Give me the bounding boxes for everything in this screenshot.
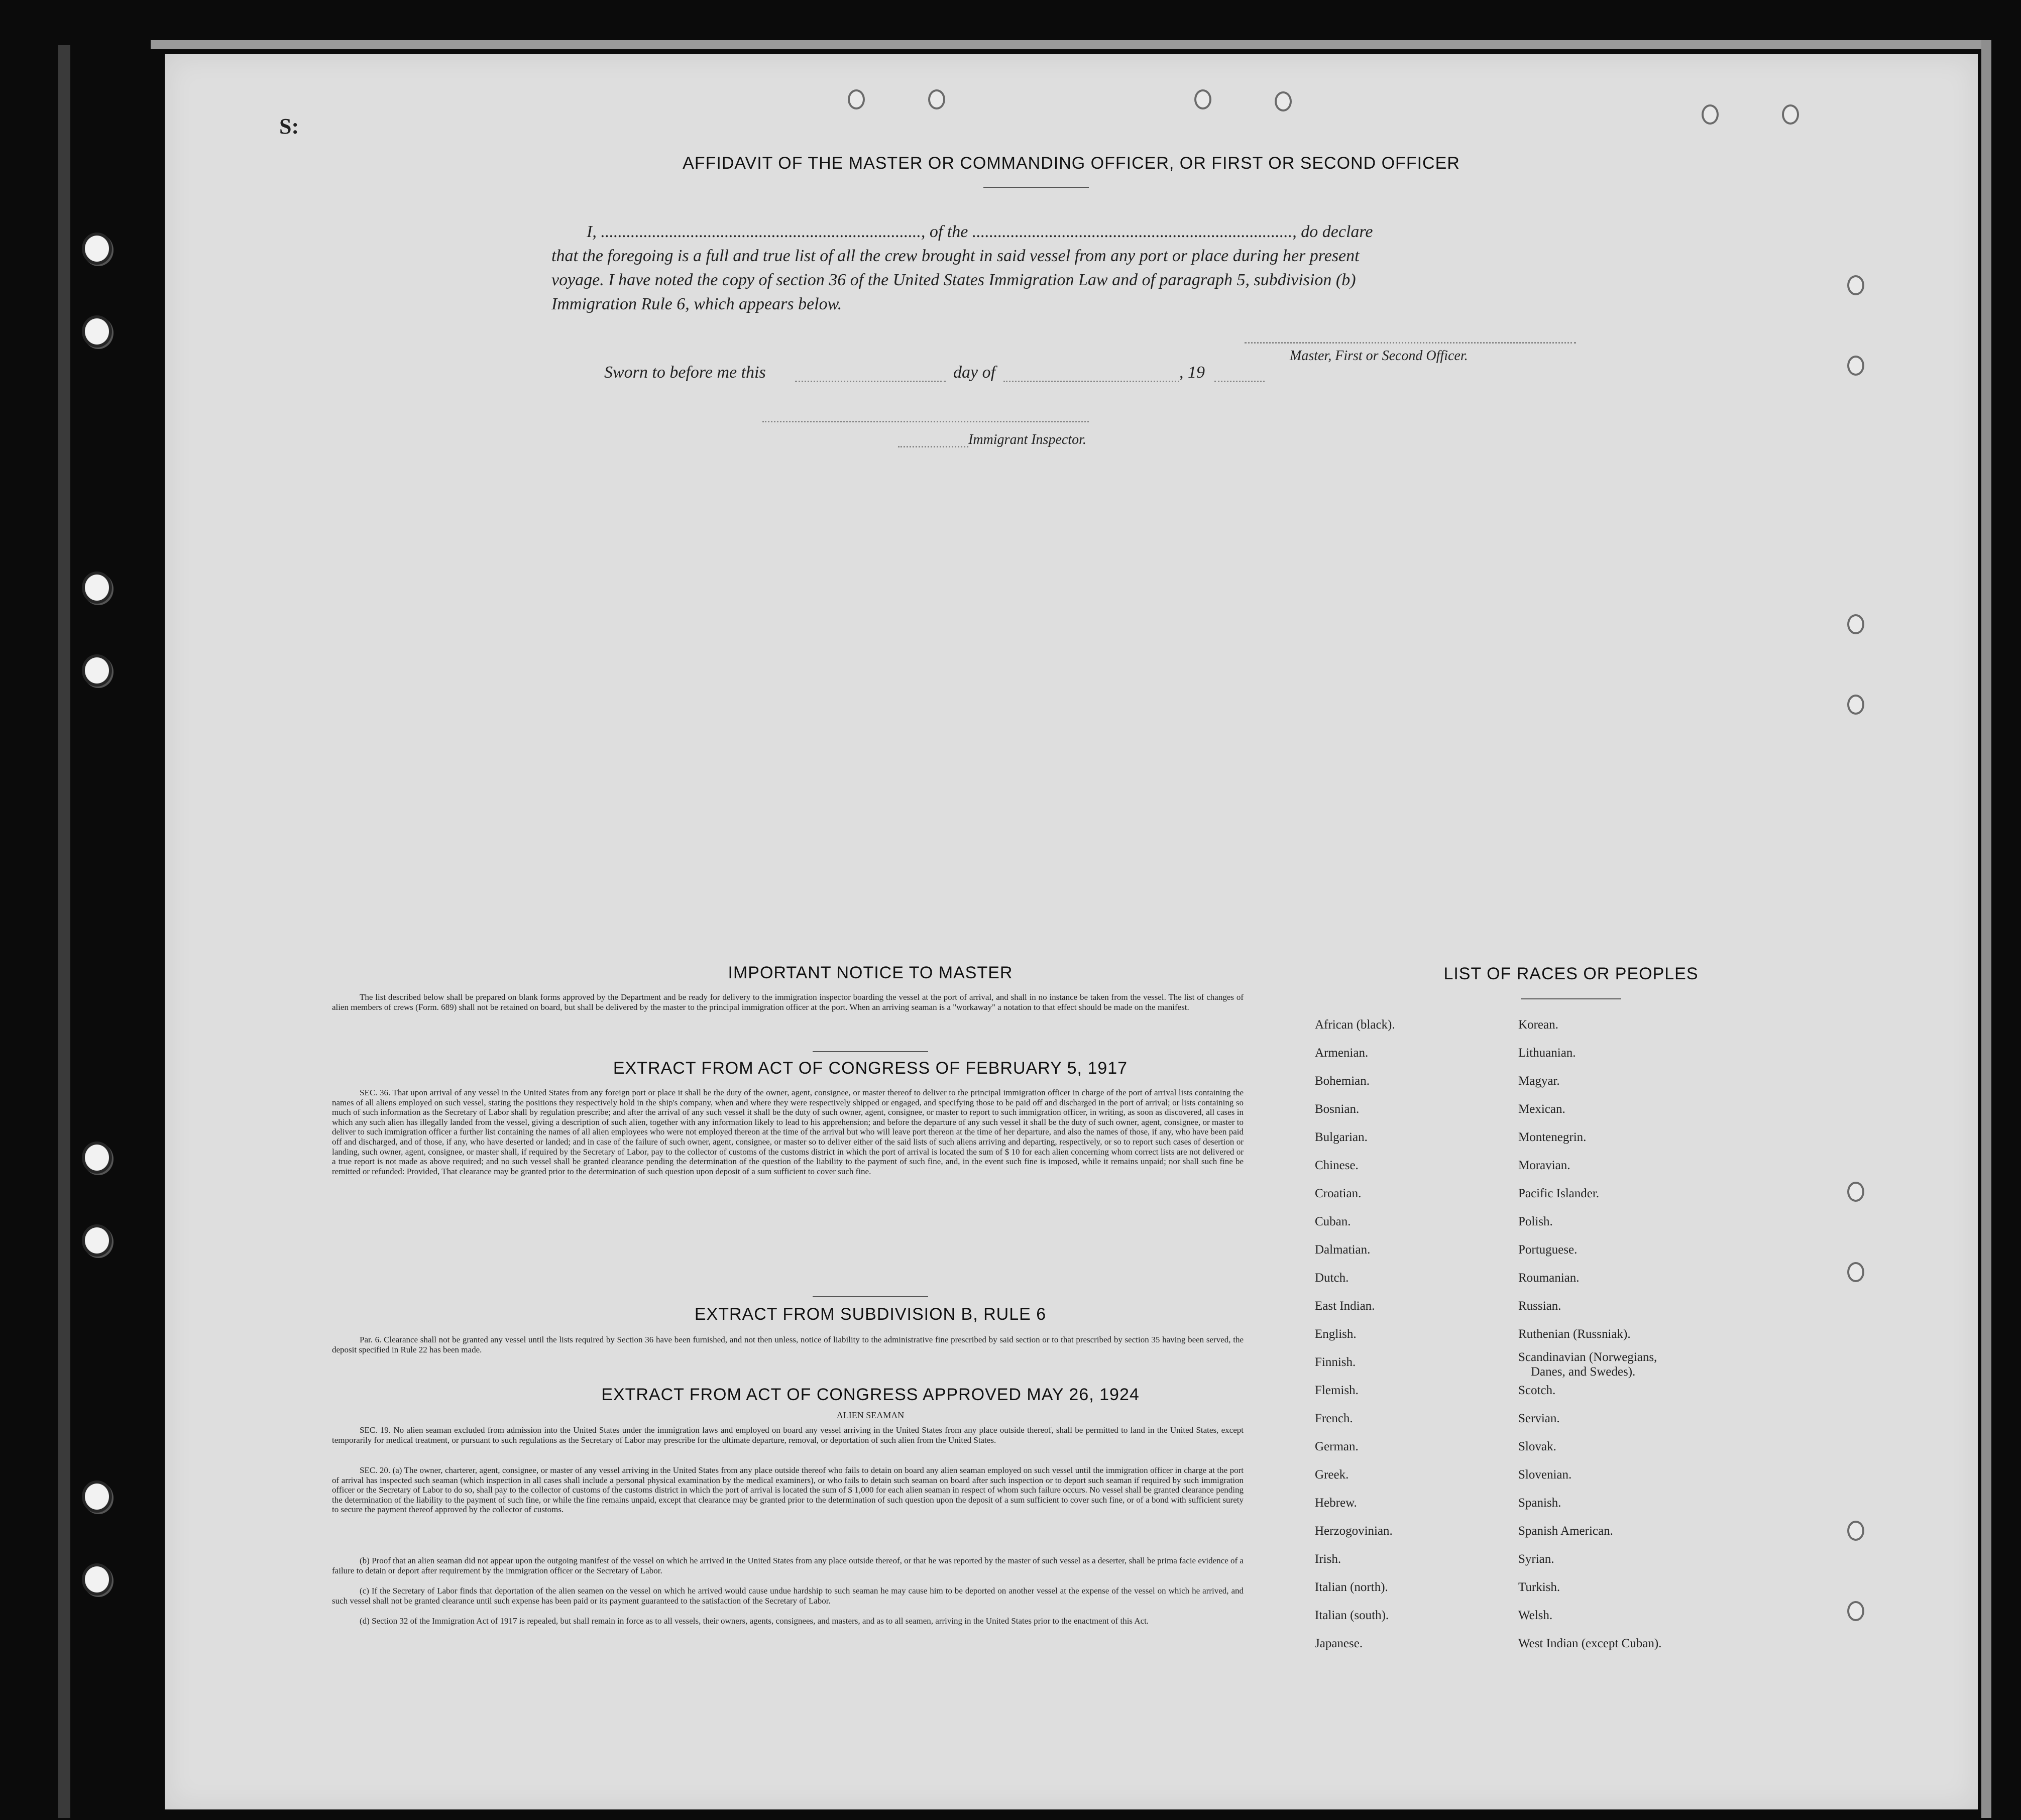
race-item: Russian.	[1518, 1299, 1561, 1313]
extract-1924-sec19: SEC. 19. No alien seaman excluded from admission into the United States under the immigration laws and employed on board any vessel arriving in the United States from any place outside thereof, shall be permitted to land in the United States, except temporarily for medical treatment, or pursuant to such regulations as the Secretary of Labor may prescribe for the ultimate departure, removal, or deportation of such alien from the United States.	[332, 1425, 1244, 1445]
race-item: Spanish American.	[1518, 1524, 1613, 1538]
notice-rule	[813, 1051, 928, 1052]
page-edge-left	[58, 45, 70, 1818]
binding-ring	[82, 1481, 112, 1513]
binding-ring	[82, 654, 112, 687]
race-item: Lithuanian.	[1518, 1046, 1576, 1060]
binding-ring	[82, 572, 112, 604]
affidavit-line-2: that the foregoing is a full and true list of all the crew brought in said vessel from any port or place during her present	[551, 247, 1360, 265]
race-item: Slovak.	[1518, 1440, 1556, 1453]
binding-ring	[82, 233, 112, 265]
races-title: LIST OF RACES OR PEOPLES	[1443, 964, 1699, 983]
punch-hole	[1847, 1262, 1864, 1282]
race-item: Dutch.	[1315, 1271, 1349, 1285]
punch-hole	[928, 89, 945, 109]
title-rule	[983, 187, 1089, 188]
punch-hole	[1847, 1182, 1864, 1202]
sworn-text: Sworn to before me this	[604, 363, 766, 382]
race-item: Bohemian.	[1315, 1074, 1370, 1088]
race-item: West Indian (except Cuban).	[1518, 1637, 1662, 1650]
notice-text: The list described below shall be prepared on blank forms approved by the Department and be ready for delivery to the immigration inspector boarding the vessel at the port of arrival, and shall in no instance be taken from the vessel. The list of changes of alien members of crews (Form. 689) shall not be retained on board, but shall be delivered by the master to the principal immigration officer at the port. When an arriving seaman is a "workaway" a notation to that effect should be made on the manifest.	[332, 992, 1244, 1012]
race-item: German.	[1315, 1440, 1359, 1453]
binding-ring	[82, 1224, 112, 1257]
affidavit-line-4: Immigration Rule 6, which appears below.	[551, 295, 842, 313]
punch-hole	[1847, 356, 1864, 376]
race-item: African (black).	[1315, 1018, 1395, 1032]
race-item: Roumanian.	[1518, 1271, 1580, 1285]
punch-hole	[1847, 614, 1864, 634]
inspector-signature-label: Immigrant Inspector.	[968, 432, 1086, 447]
page-edge-right	[1981, 40, 1991, 1818]
inspector-signature-line-2	[898, 446, 968, 447]
extract-1924-sec20b: (b) Proof that an alien seaman did not appear upon the outgoing manifest of the vessel on which he arrived in the United States from any place outside thereof, or that he was reported by the master of such vessel as a deserter, shall be prima facie evidence of a failure to detain or deport after requirement by the immigration officer or the Secretary of Labor.	[332, 1556, 1244, 1575]
race-item: Dalmatian.	[1315, 1243, 1371, 1257]
affidavit-line-3: voyage. I have noted the copy of section 36 of the United States Immigration Law and of paragraph 5, subdivision (b)	[551, 271, 1356, 289]
race-item: Mexican.	[1518, 1102, 1565, 1116]
race-item: Bosnian.	[1315, 1102, 1360, 1116]
affidavit-line-1: I, ..........................................................................., of the ..........................................................................., do declare	[587, 222, 1373, 241]
race-item: Scandinavian (Norwegians,	[1518, 1350, 1657, 1364]
race-item: Moravian.	[1518, 1159, 1570, 1172]
extract-1917-text: SEC. 36. That upon arrival of any vessel in the United States from any foreign port or place it shall be the duty of the owner, agent, consignee, or master thereof to deliver to the principal immigration officer in charge of the port of arrival lists containing the names of all aliens employed on such vessel, stating the positions they respectively hold in the ship's company, when and where they were respectively shipped or engaged, and specifying those to be paid off and discharged in the port of arrival; or lists containing so much of such information as the Secretary of Labor shall by regulation prescribe; and after the arrival of any such vessel it shall be the duty of such owner, agent, consignee, or master to report to such immigration officer, in writing, as soon as discovered, all cases in which any such alien has illegally landed from the vessel, giving a description of such alien, together with any information likely to lead to his apprehension; and before the departure of any such vessel it shall be the duty of such owner, agent, consignee, or master to deliver to such immigration officer a further list containing the names of all alien employees who were not employed thereon at the time of the arrival but who will leave port thereon at the time of her departure, and also the names of those, if any, who have been paid off and discharged, and of those, if any, who have deserted or landed; and in case of the failure of such owner, agent, consignee, or master so to deliver either of the said lists of such aliens arriving and departing, respectively, or so to report such cases of desertion or landing, such owner, agent, consignee, or master shall, if required by the Secretary of Labor, pay to the collector of customs of the customs district in which the port of arrival is located the sum of $ 10 for each alien concerning whom correct lists are not delivered or a true report is not made as above required; and no such vessel shall be granted clearance pending the determination of the question of the liability to the payment of such fine, and, in the event such fine is imposed, while it remains unpaid; nor shall such fine be remitted or refunded: Provided, That clearance may be granted prior to the determination of such question upon deposit of a sum sufficient to cover such fine.	[332, 1088, 1244, 1176]
race-item: Korean.	[1518, 1018, 1558, 1032]
punch-hole	[1194, 89, 1211, 109]
race-item: Finnish.	[1315, 1355, 1356, 1369]
race-item: Cuban.	[1315, 1215, 1351, 1228]
officer-signature-line	[1245, 342, 1576, 344]
page-edge-top	[151, 40, 1984, 49]
races-title-rule	[1521, 998, 1621, 999]
binding-ring	[82, 1563, 112, 1596]
binding-ring	[82, 1142, 112, 1174]
race-item: French.	[1315, 1412, 1353, 1425]
sworn-year-line	[1214, 381, 1265, 382]
race-item: Scotch.	[1518, 1384, 1556, 1397]
extract-rule6-title: EXTRACT FROM SUBDIVISION B, RULE 6	[694, 1305, 1047, 1324]
race-item: Herzogovinian.	[1315, 1524, 1393, 1538]
race-item: Montenegrin.	[1518, 1130, 1587, 1144]
affidavit-title: AFFIDAVIT OF THE MASTER OR COMMANDING OFFICER, OR FIRST OR SECOND OFFICER	[683, 154, 1460, 173]
punch-hole	[1847, 695, 1864, 715]
sworn-day-line	[795, 381, 946, 382]
extract-1924-subtitle: ALIEN SEAMAN	[836, 1410, 905, 1420]
binding-ring	[82, 315, 112, 348]
sworn-year: , 19	[1179, 363, 1205, 382]
race-item: Pacific Islander.	[1518, 1187, 1600, 1200]
punch-hole	[1275, 91, 1292, 111]
race-item: Ruthenian (Russniak).	[1518, 1327, 1631, 1341]
extract-1924-sec20d: (d) Section 32 of the Immigration Act of 1917 is repealed, but shall remain in force as to all vessels, their owners, agents, consignees, and masters, and as to all seamen, arriving in the United States prior to the enactment of this Act.	[360, 1616, 1149, 1626]
extract-1917-title: EXTRACT FROM ACT OF CONGRESS OF FEBRUARY 5, 1917	[613, 1059, 1128, 1078]
race-item: Syrian.	[1518, 1552, 1554, 1566]
race-item: East Indian.	[1315, 1299, 1375, 1313]
punch-hole	[1847, 275, 1864, 295]
page-mark: S:	[279, 114, 299, 139]
sworn-day-of: day of	[953, 363, 996, 382]
extract-1924-sec20a: SEC. 20. (a) The owner, charterer, agent, consignee, or master of any vessel arriving in the United States from any place outside thereof who fails to detain on board any alien seaman employed on such vessel until the immigration officer in charge at the port of arrival has inspected such seaman (which inspection in all cases shall include a personal physical examination by the medical examiners), or who fails to detain such seaman on board after such inspection or to deport such seaman if required by such immigration officer or the Secretary of Labor to do so, shall pay to the collector of customs of the customs district in which the port of arrival is located the sum of $ 1,000 for each alien seaman in respect of whom such failure occurs. No vessel shall be granted clearance pending the determination of the liability to the payment of such fine, or while the fine remains unpaid, except that clearance may be granted prior to the determination of such question upon the deposit of a sum sufficient to cover such fine, or of a bond with sufficient surety to secure the payment thereof approved by the collector of customs.	[332, 1465, 1244, 1515]
extract-1917-rule	[813, 1296, 928, 1297]
race-item: Greek.	[1315, 1468, 1349, 1482]
inspector-signature-line	[762, 421, 1089, 422]
punch-hole	[1702, 104, 1719, 125]
race-item: Servian.	[1518, 1412, 1560, 1425]
extract-1924-sec20c: (c) If the Secretary of Labor finds that deportation of the alien seamen on the vessel on which he arrived would cause undue hardship to such seaman he may cause him to be deported on another vessel at the expense of the vessel on which he arrived, and such vessel shall not be granted clearance until such expense has been paid or its payment guaranteed to the satisfaction of the Secretary of Labor.	[332, 1586, 1244, 1606]
race-item: Irish.	[1315, 1552, 1341, 1566]
race-item: Polish.	[1518, 1215, 1553, 1228]
race-item: Magyar.	[1518, 1074, 1560, 1088]
sworn-month-line	[1003, 381, 1179, 382]
race-item: Japanese.	[1315, 1637, 1363, 1650]
race-item: Portuguese.	[1518, 1243, 1578, 1257]
notice-title: IMPORTANT NOTICE TO MASTER	[728, 963, 1013, 982]
race-item: Chinese.	[1315, 1159, 1359, 1172]
punch-hole	[1847, 1521, 1864, 1541]
race-item: English.	[1315, 1327, 1357, 1341]
officer-signature-label: Master, First or Second Officer.	[1290, 348, 1468, 364]
race-item: Italian (north).	[1315, 1580, 1388, 1594]
race-item: Bulgarian.	[1315, 1130, 1368, 1144]
race-item: Armenian.	[1315, 1046, 1369, 1060]
race-item: Hebrew.	[1315, 1496, 1357, 1510]
race-item: Danes, and Swedes).	[1531, 1365, 1636, 1379]
document-page	[165, 54, 1978, 1809]
race-item: Slovenian.	[1518, 1468, 1572, 1482]
punch-hole	[1847, 1601, 1864, 1621]
extract-rule6-text: Par. 6. Clearance shall not be granted any vessel until the lists required by Section 36 have been furnished, and not then unless, notice of liability to the administrative fine prescribed by said section or to that prescribed by section 35 having been served, the deposit specified in Rule 22 has been made.	[332, 1335, 1244, 1354]
race-item: Italian (south).	[1315, 1609, 1389, 1622]
race-item: Croatian.	[1315, 1187, 1362, 1200]
race-item: Turkish.	[1518, 1580, 1560, 1594]
extract-1924-title: EXTRACT FROM ACT OF CONGRESS APPROVED MAY 26, 1924	[601, 1385, 1140, 1404]
punch-hole	[848, 89, 865, 109]
race-item: Flemish.	[1315, 1384, 1359, 1397]
race-item: Spanish.	[1518, 1496, 1561, 1510]
race-item: Welsh.	[1518, 1609, 1553, 1622]
punch-hole	[1782, 104, 1799, 125]
